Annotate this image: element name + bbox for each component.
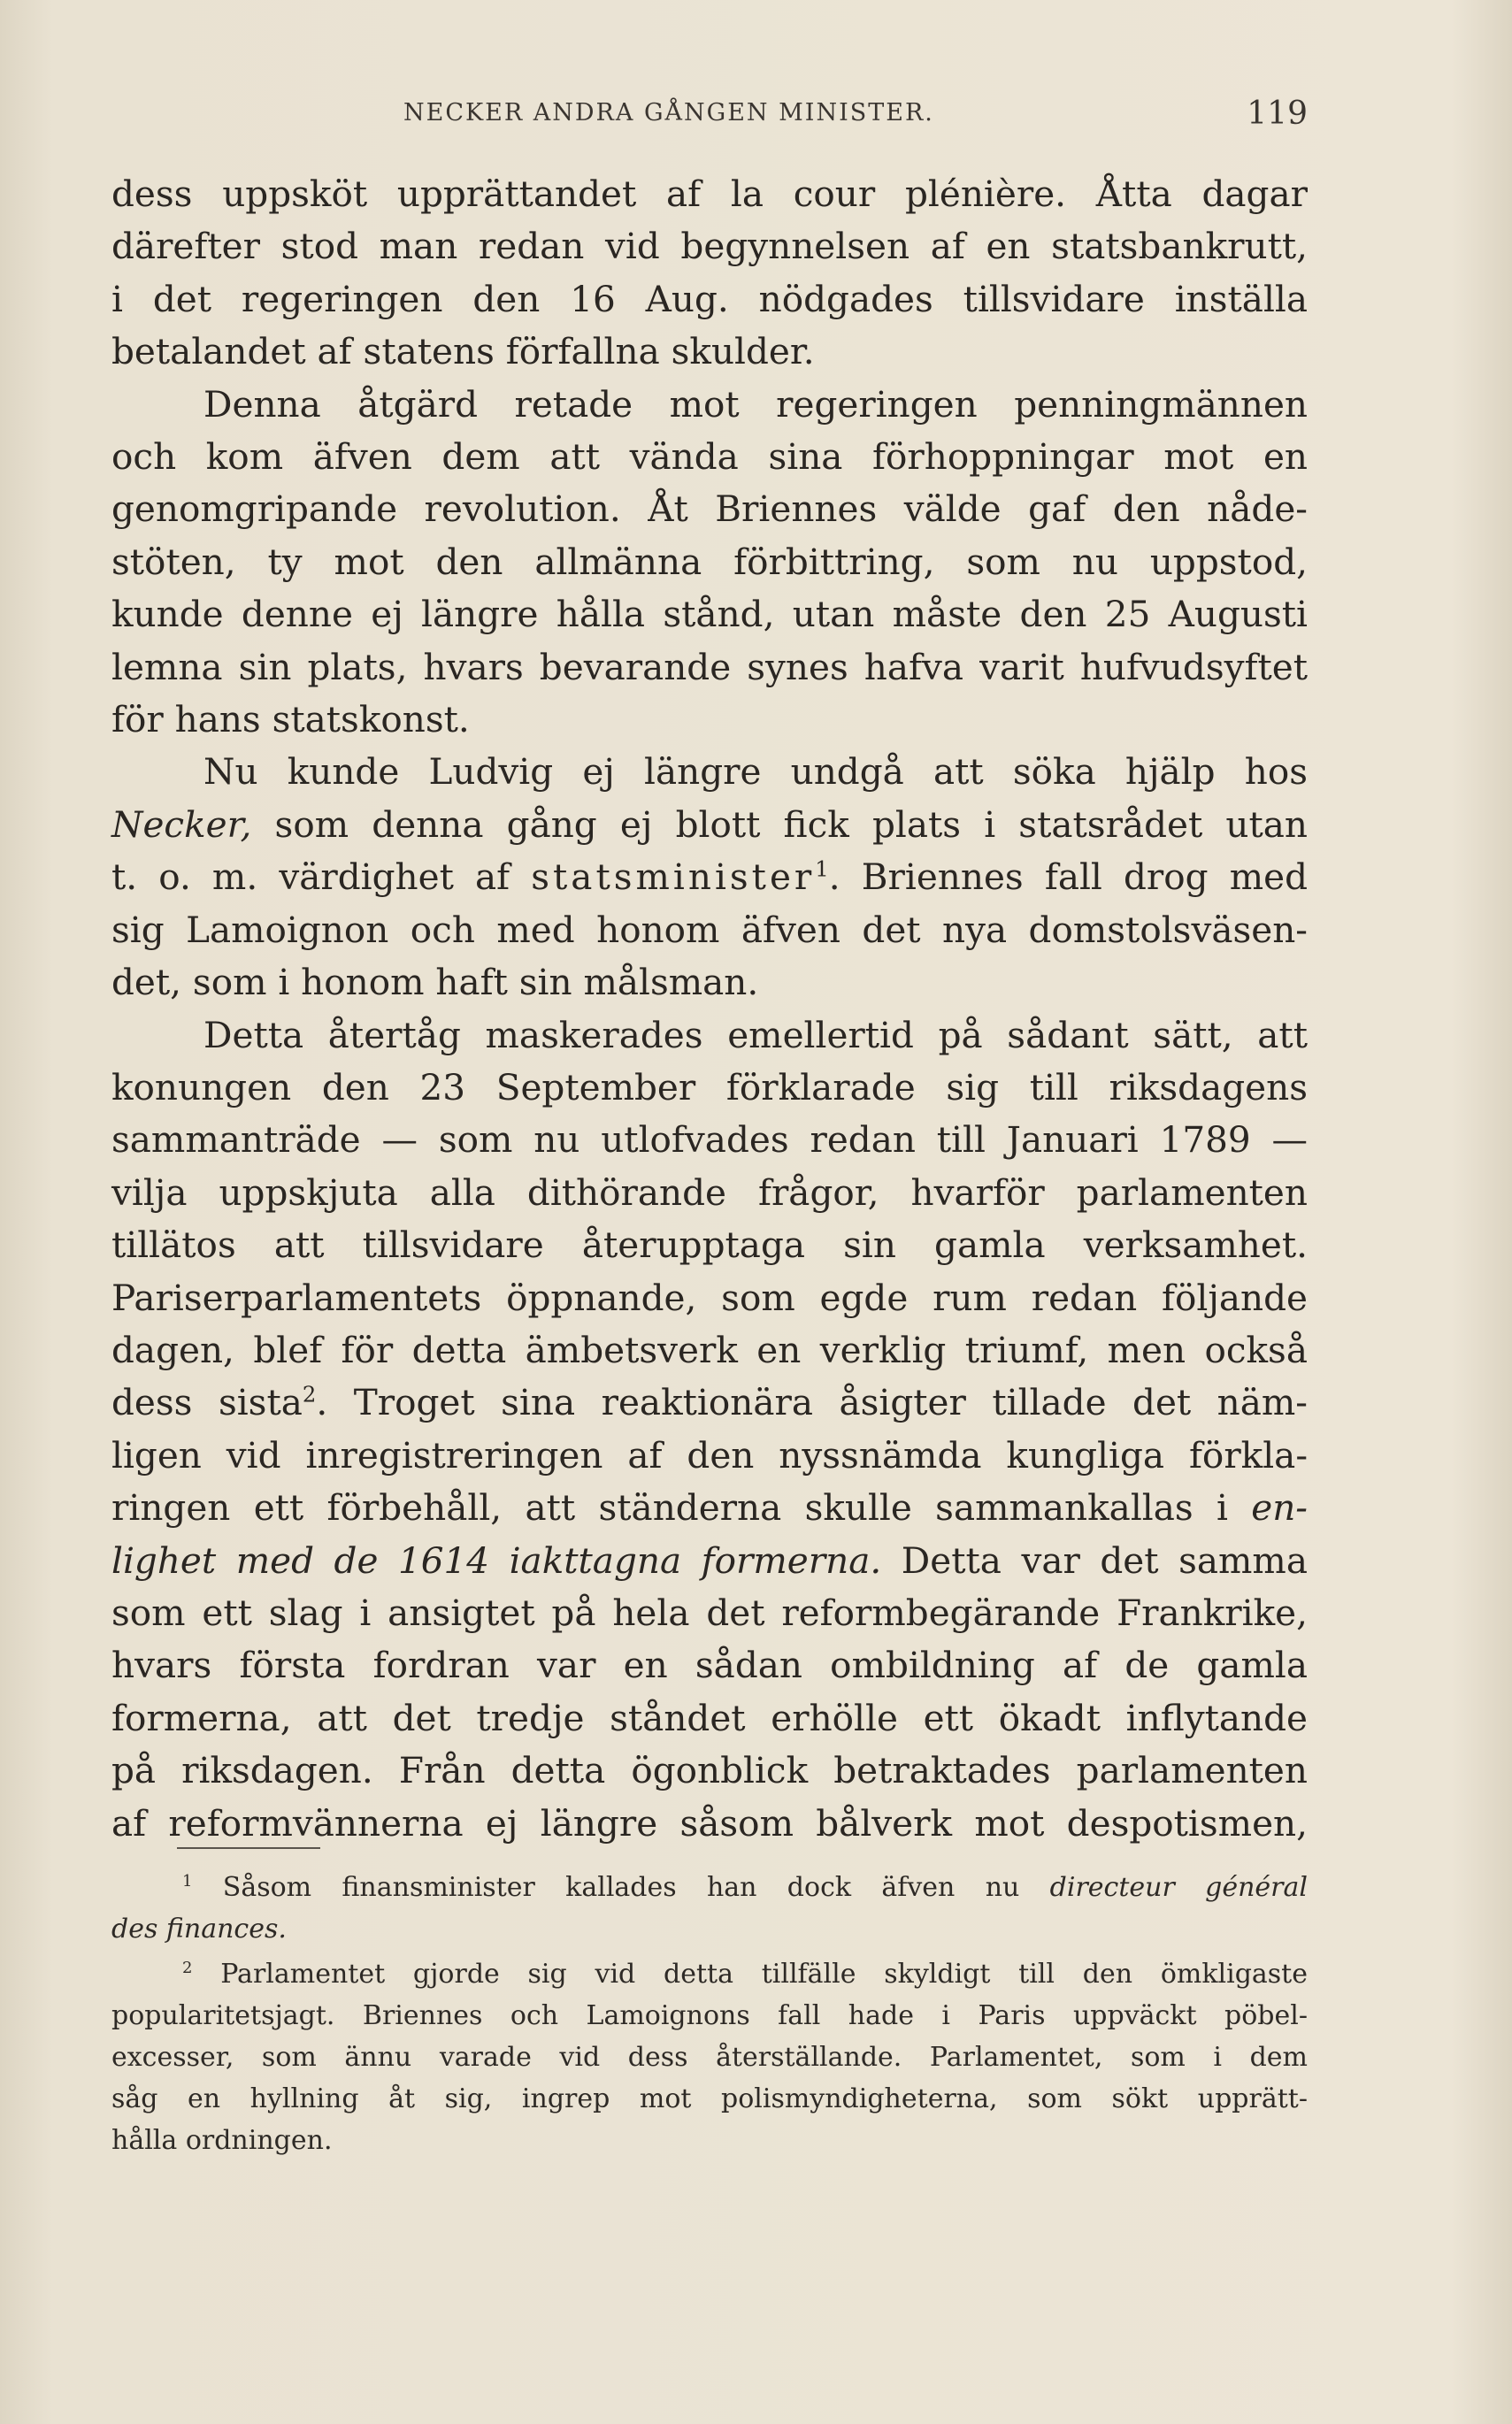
text-line: på riksdagen. Från detta ögonblick betraktades parlamenten bbox=[111, 1749, 1308, 1792]
text-line: tillätos att tillsvidare återupptaga sin gamla verksamhet. bbox=[111, 1224, 1308, 1267]
footnote-1 bbox=[111, 1867, 1308, 1950]
text-span: ringen ett förbehåll, att ständerna skulle sammankallas i bbox=[111, 1486, 1252, 1530]
spaced-text: statsminister bbox=[531, 855, 816, 899]
footnote-line: hålla ordningen. bbox=[111, 2125, 333, 2156]
text-span: . Troget sina reaktionära åsigter tillade det näm- bbox=[316, 1381, 1308, 1424]
footnote-line bbox=[111, 1867, 1308, 1908]
italic-name: Necker, bbox=[111, 802, 252, 846]
text-span: Detta var det samma bbox=[881, 1538, 1308, 1582]
body-text bbox=[111, 168, 1308, 1850]
text-span: t. o. m. värdighet af bbox=[111, 855, 532, 899]
text-line: stöten, ty mot den allmänna förbittring, som nu uppstod, bbox=[111, 540, 1308, 583]
text-line: Denna åtgärd retade mot regeringen penningmännen bbox=[203, 382, 1308, 426]
footnote-ref-1: 1 bbox=[815, 855, 829, 882]
text-line: i det regeringen den 16 Aug. nödgades tillsvidare inställa bbox=[111, 277, 1308, 320]
text-span: dess sista bbox=[111, 1381, 303, 1424]
text-span: som denna gång ej blott fick plats i statsrådet utan bbox=[251, 802, 1308, 846]
footnote-divider bbox=[177, 1847, 320, 1849]
italic-text: directeur général bbox=[1049, 1872, 1308, 1903]
text-line: af reformvännerna ej längre såsom bålverk mot despotismen, bbox=[111, 1801, 1308, 1845]
footnote-marker: 1 bbox=[182, 1872, 193, 1891]
footnote-2 bbox=[111, 1953, 1308, 2161]
text-line: Pariserparlamentets öppnande, som egde rum redan följande bbox=[111, 1276, 1308, 1319]
text-line: genomgripande revolution. Åt Briennes välde gaf den nåde- bbox=[111, 487, 1308, 531]
footnotes bbox=[111, 1867, 1308, 2165]
footnote-line: excesser, som ännu varade vid dess återställande. Parlamentet, som i dem bbox=[111, 2042, 1308, 2073]
paragraph-3 bbox=[111, 746, 1308, 1009]
italic-text: des finances. bbox=[111, 1914, 287, 1945]
italic-text: en- bbox=[1251, 1486, 1308, 1530]
text-line: Detta återtåg maskerades emellertid på sådant sätt, att bbox=[203, 1013, 1308, 1056]
text-line: sammanträde — som nu utlofvades redan till Januari 1789 — bbox=[111, 1118, 1308, 1162]
text-line: det, som i honom haft sin målsman. bbox=[111, 961, 759, 1004]
text-line: formerna, att det tredje ståndet erhölle ett ökadt inflytande bbox=[111, 1696, 1308, 1739]
text-line bbox=[111, 1482, 1308, 1534]
text-line: ligen vid inregistreringen af den nyssnämda kungliga förkla- bbox=[111, 1433, 1308, 1477]
italic-text: lighet med de 1614 iakttagna formerna. bbox=[111, 1538, 882, 1582]
page-number: 119 bbox=[1247, 96, 1308, 132]
text-line: betalandet af statens förfallna skulder. bbox=[111, 330, 815, 373]
text-line: Nu kunde Ludvig ej längre undgå att söka hjälp hos bbox=[203, 750, 1308, 794]
text-line bbox=[111, 851, 1308, 903]
footnote-line: popularitetsjagt. Briennes och Lamoignons fall hade i Paris uppväckt pöbel- bbox=[111, 2000, 1308, 2031]
footnote-line bbox=[111, 1908, 1308, 1950]
text-line: och kom äfven dem att vända sina förhoppningar mot en bbox=[111, 435, 1308, 479]
text-line: konungen den 23 September förklarade sig till riksdagens bbox=[111, 1065, 1308, 1108]
footnote-ref-2: 2 bbox=[302, 1381, 317, 1408]
text-line: dagen, blef för detta ämbetsverk en verklig triumf, men också bbox=[111, 1328, 1308, 1371]
text-line: lemna sin plats, hvars bevarande synes hafva varit hufvudsyftet bbox=[111, 645, 1308, 688]
footnote-line: såg en hyllning åt sig, ingrep mot polismyndigheterna, som sökt upprätt- bbox=[111, 2083, 1308, 2114]
text-span: Såsom finansminister kallades han dock äfven nu bbox=[222, 1872, 1050, 1903]
footnote-marker: 2 bbox=[182, 1959, 193, 1977]
footnote-line bbox=[111, 1953, 1308, 1995]
text-line: kunde denne ej längre hålla stånd, utan måste den 25 Augusti bbox=[111, 593, 1308, 636]
running-head: NECKER ANDRA GÅNGEN MINISTER. bbox=[403, 99, 934, 127]
text-line: dess uppsköt upprättandet af la cour plénière. Åtta dagar bbox=[111, 173, 1308, 215]
text-line bbox=[111, 799, 1308, 851]
text-span: Parlamentet gjorde sig vid detta tillfälle skyldigt till den ömkligaste bbox=[220, 1959, 1308, 1990]
text-line: för hans statskonst. bbox=[111, 698, 470, 741]
page-header bbox=[111, 96, 1308, 134]
text-line: som ett slag i ansigtet på hela det reformbegärande Frankrike, bbox=[111, 1591, 1308, 1634]
text-line: sig Lamoignon och med honom äfven det nya domstolsväsen- bbox=[111, 908, 1308, 951]
text-line: vilja uppskjuta alla dithörande frågor, hvarför parlamenten bbox=[111, 1170, 1308, 1214]
paragraph-1 bbox=[111, 168, 1308, 379]
text-span: . Briennes fall drog med bbox=[828, 855, 1308, 899]
paragraph-4 bbox=[111, 1009, 1308, 1851]
paragraph-2 bbox=[111, 379, 1308, 747]
text-line: därefter stod man redan vid begynnelsen af en statsbankrutt, bbox=[111, 225, 1308, 268]
text-line bbox=[111, 1377, 1308, 1429]
text-line: hvars första fordran var en sådan ombildning af de gamla bbox=[111, 1644, 1308, 1687]
text-line bbox=[111, 1535, 1308, 1587]
